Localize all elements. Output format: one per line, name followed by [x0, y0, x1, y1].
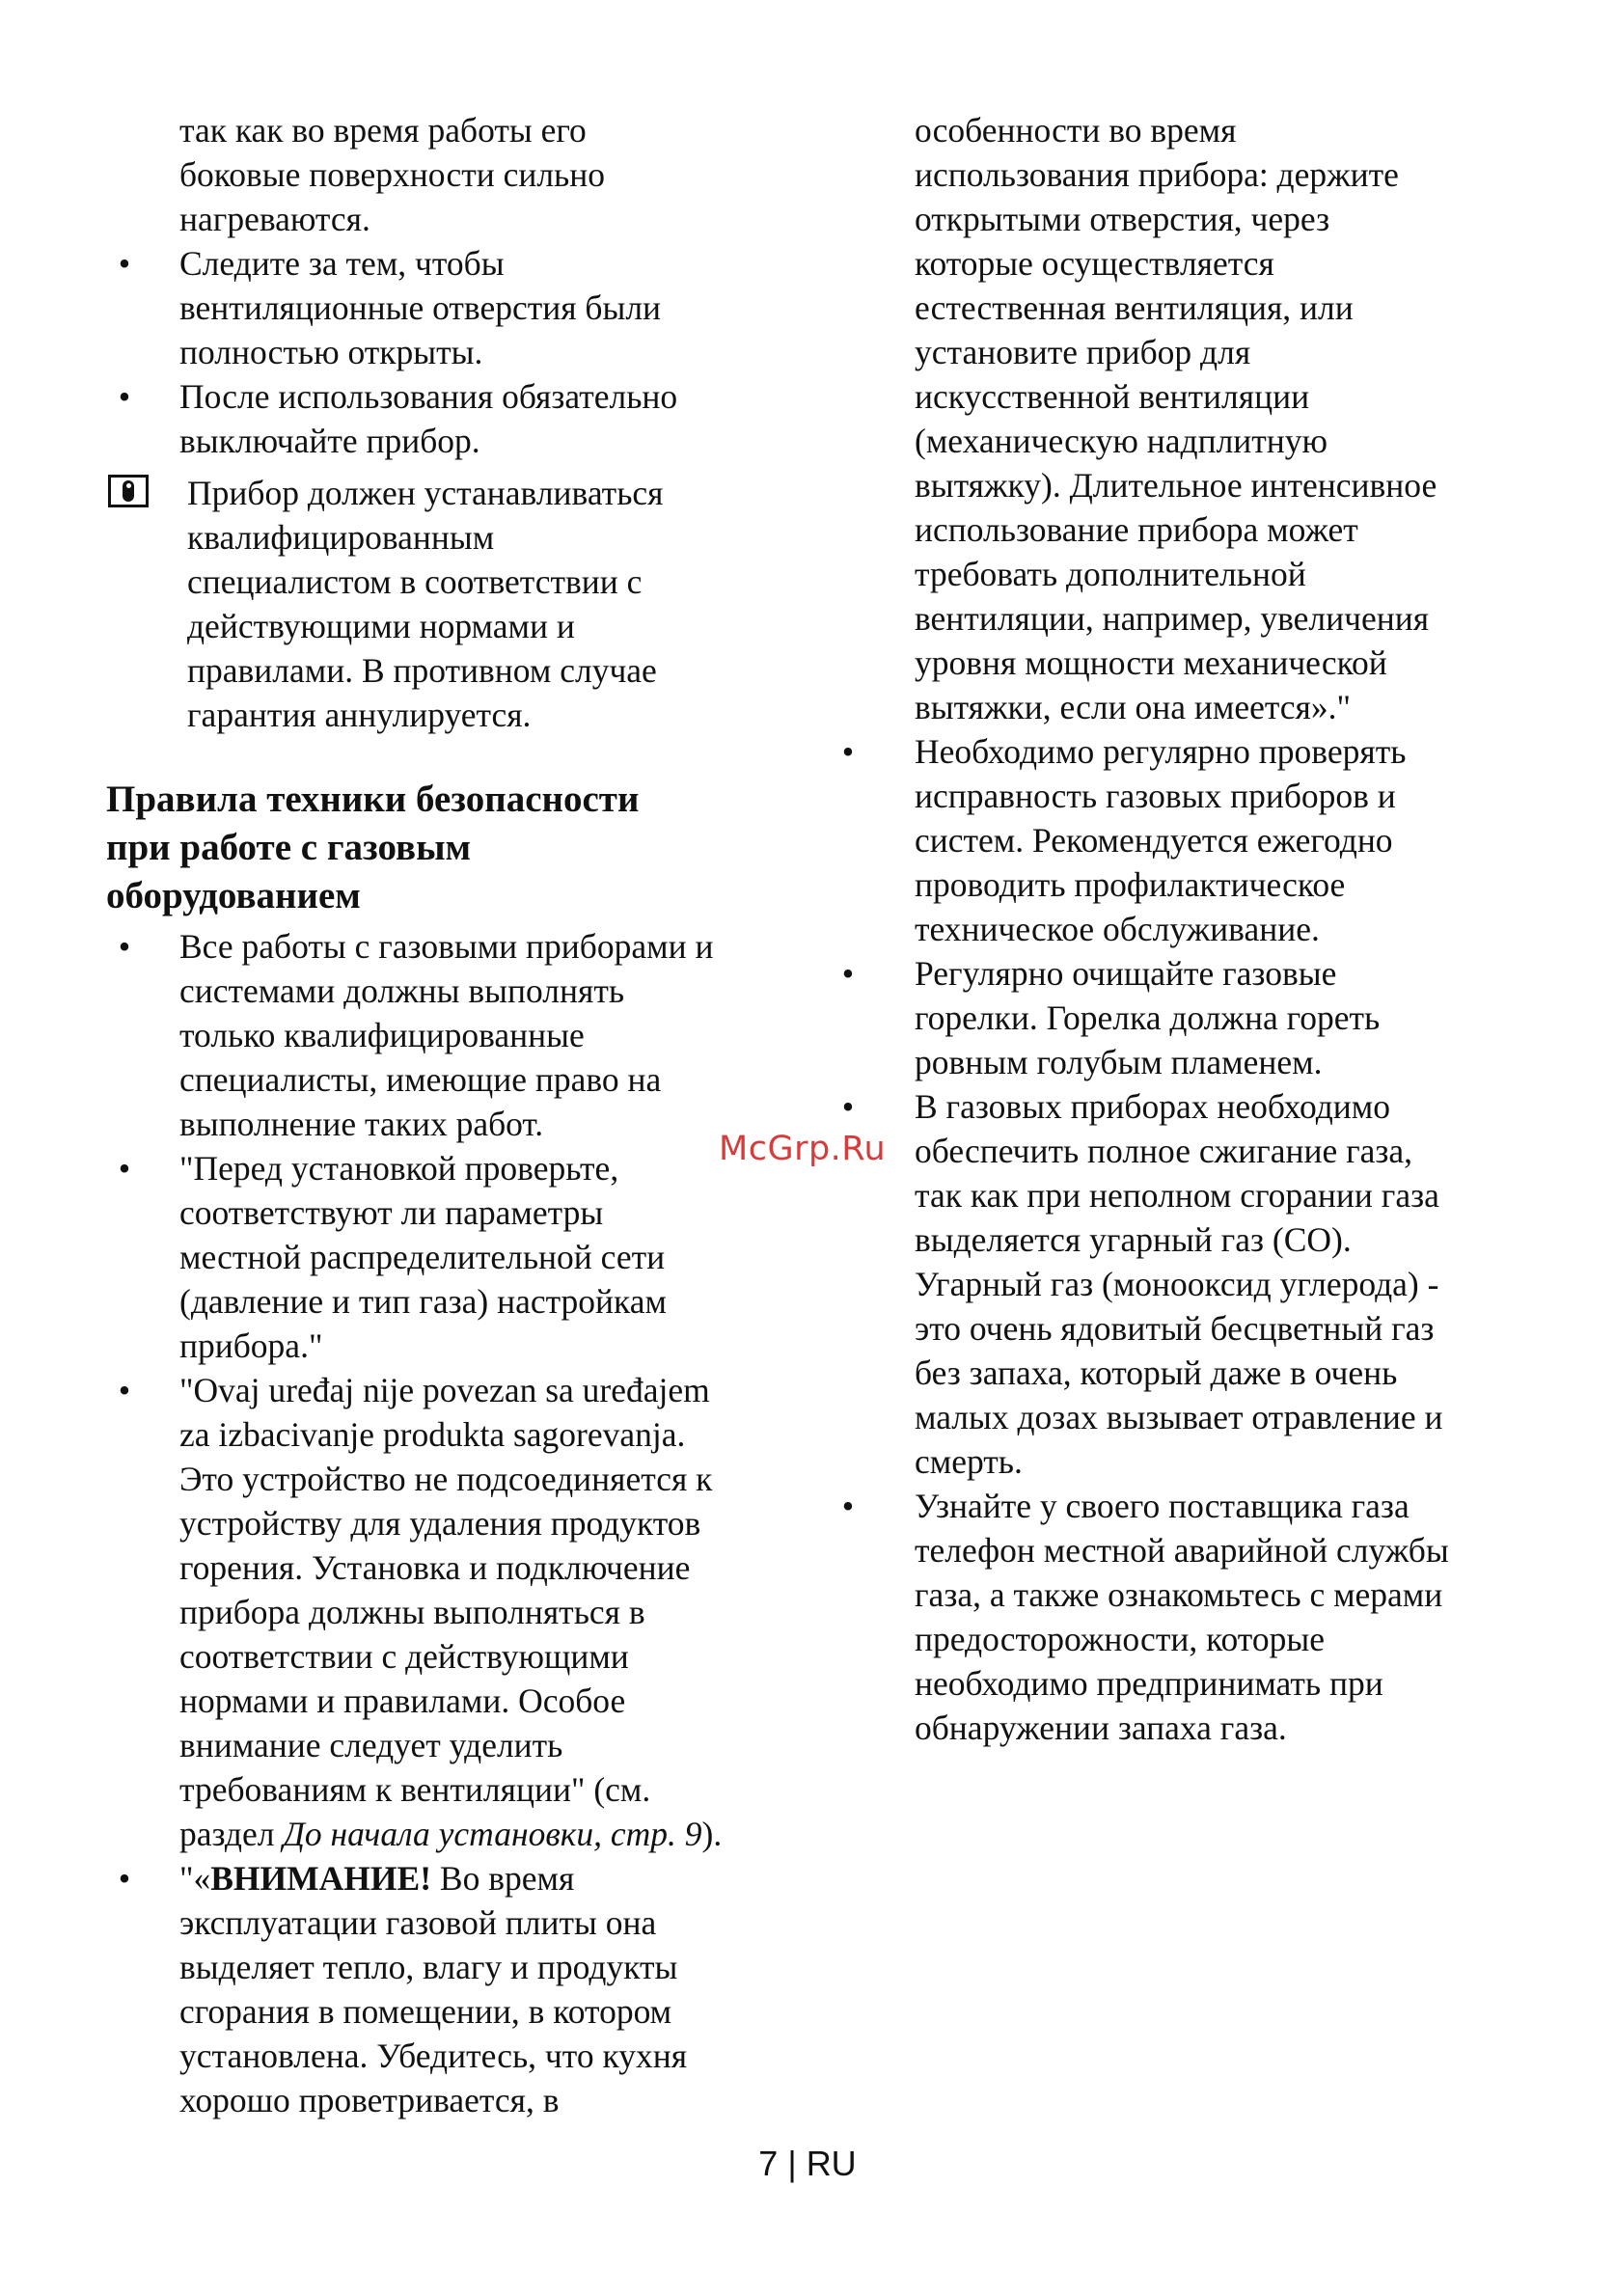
- text-line: требовать дополнительной: [915, 555, 1306, 593]
- reference-suffix: ).: [701, 1815, 723, 1853]
- heading-line: при работе с газовым: [106, 827, 472, 868]
- heading-line: оборудованием: [106, 875, 361, 916]
- text-line: прибора.": [179, 1326, 323, 1365]
- list-item-carbon-monoxide: [830, 1084, 1524, 1484]
- text-line: предосторожности, которые: [915, 1620, 1325, 1658]
- text-line: малых дозах вызывает отравление и: [915, 1398, 1443, 1436]
- text-line: боковые поверхности сильно: [179, 155, 605, 194]
- quote-open: "«: [179, 1859, 211, 1898]
- text-line: так как при неполном сгорании газа: [915, 1176, 1439, 1215]
- text-line: В газовых приборах необходимо: [915, 1087, 1390, 1126]
- text-line: без запаха, который даже в очень: [915, 1353, 1398, 1392]
- text-line: системами должны выполнять: [179, 971, 625, 1010]
- text-line: соответствии с действующими: [179, 1637, 629, 1676]
- text-line: установите прибор для: [915, 333, 1251, 371]
- text-line: Следите за тем, чтобы: [179, 244, 505, 283]
- text-line: так как во время работы его: [179, 111, 587, 150]
- text-line: использование прибора может: [915, 510, 1358, 549]
- text-line: использования прибора: держите: [915, 155, 1399, 194]
- info-icon: [108, 475, 149, 507]
- text-line: вентиляции, например, увеличения: [915, 599, 1430, 638]
- text-line: хорошо проветривается, в: [179, 2081, 560, 2119]
- text-line: которые осуществляется: [915, 244, 1274, 283]
- list-item-ventilation: [106, 241, 801, 374]
- text-line: естественная вентиляция, или: [915, 288, 1354, 327]
- text-line: Прибор должен устанавливаться: [187, 474, 664, 512]
- text-line: только квалифицированные: [179, 1016, 585, 1054]
- text-line: вытяжки, если она имеется».": [915, 688, 1352, 726]
- text-line: обеспечить полное сжигание газа,: [915, 1132, 1413, 1170]
- continued-paragraph: [830, 108, 1524, 729]
- heading-line: Правила техники безопасности: [106, 779, 640, 820]
- page-number: 7: [758, 2144, 779, 2183]
- text-line: вытяжку). Длительное интенсивное: [915, 466, 1437, 505]
- text-line: необходимо предпринимать при: [915, 1664, 1383, 1703]
- bullet-icon: •: [841, 1487, 855, 1525]
- info-note: [106, 471, 801, 737]
- text-line: Это устройство не подсоединяется к: [179, 1460, 713, 1498]
- text-line: местной распределительной сети: [179, 1238, 666, 1276]
- text-line: техническое обслуживание.: [915, 910, 1320, 948]
- language-code: RU: [806, 2144, 857, 2183]
- text-line: гарантия аннулируется.: [187, 696, 532, 734]
- list-item-check-params: [106, 1146, 801, 1368]
- text-line: газа, а также ознакомьтесь с мерами: [915, 1575, 1443, 1614]
- page-footer: [0, 2142, 1615, 2186]
- bullet-icon: •: [118, 244, 131, 283]
- text-line: особенности во время: [915, 111, 1237, 150]
- reference-prefix: раздел: [179, 1815, 284, 1853]
- bullet-icon: •: [841, 732, 855, 771]
- text-line: сгорания в помещении, в котором: [179, 1992, 672, 2031]
- text-line: смерть.: [915, 1442, 1023, 1481]
- text-line: "Ovaj uređaj nije povezan sa uređajem: [179, 1371, 710, 1409]
- text-line: (давление и тип газа) настройкам: [179, 1282, 667, 1321]
- text-line: Все работы с газовыми приборами и: [179, 927, 714, 966]
- text-line: эксплуатации газовой плиты она: [179, 1903, 657, 1942]
- text-line: "Перед установкой проверьте,: [179, 1149, 619, 1188]
- text-line: правилами. В противном случае: [187, 651, 657, 690]
- text-line: (механическую надплитную: [915, 422, 1328, 460]
- bullet-icon: •: [841, 1087, 855, 1126]
- cross-reference: До начала установки, стр. 9: [283, 1815, 702, 1853]
- list-item-qualified: [106, 924, 801, 1146]
- text-line: требованиям к вентиляции" (см.: [179, 1770, 651, 1809]
- list-item-switch-off: [106, 374, 801, 463]
- list-item-clean-burners: [830, 951, 1524, 1084]
- text-line: Необходимо регулярно проверять: [915, 732, 1407, 771]
- list-item-attention: [106, 1856, 801, 2122]
- text-line: специалисты, имеющие право на: [179, 1060, 662, 1099]
- text-line: [179, 1856, 801, 1900]
- list-item-check-regular: [830, 729, 1524, 951]
- text-line: установлена. Убедитесь, что кухня: [179, 2036, 688, 2075]
- text-line: уровня мощности механической: [915, 643, 1387, 682]
- list-item-combustion: [106, 1368, 801, 1856]
- bullet-icon: •: [118, 1149, 131, 1188]
- text-line: внимание следует уделить: [179, 1726, 563, 1764]
- text-line: искусственной вентиляции: [915, 377, 1310, 416]
- text-line: выделяется угарный газ (CO).: [915, 1220, 1352, 1259]
- text-line: прибора должны выполняться в: [179, 1593, 645, 1631]
- bullet-icon: •: [841, 954, 855, 993]
- list-item-emergency: [830, 1484, 1524, 1750]
- text-line: выполнение таких работ.: [179, 1105, 544, 1143]
- text-line: Узнайте у своего поставщика газа: [915, 1487, 1410, 1525]
- text-line: телефон местной аварийной службы: [915, 1531, 1449, 1570]
- section-heading: [106, 776, 801, 920]
- text-line: проводить профилактическое: [915, 865, 1346, 904]
- text-line: соответствуют ли параметры: [179, 1193, 604, 1232]
- footer-separator: |: [787, 2144, 797, 2183]
- right-column: [830, 108, 1524, 1750]
- text-line: ровным голубым пламенем.: [915, 1043, 1323, 1081]
- text-line: После использования обязательно: [179, 377, 678, 416]
- text-line: нормами и правилами. Особое: [179, 1681, 626, 1720]
- text-line: выключайте прибор.: [179, 422, 480, 460]
- continued-paragraph: [106, 108, 801, 241]
- text-line: систем. Рекомендуется ежегодно: [915, 821, 1393, 860]
- text-line: квалифицированным: [187, 518, 495, 557]
- text-line: устройству для удаления продуктов: [179, 1504, 701, 1543]
- watermark-logo: McGrp.Ru: [719, 1130, 887, 1168]
- bullet-icon: •: [118, 1859, 131, 1898]
- bullet-icon: •: [118, 1371, 131, 1409]
- text-line: za izbacivanje produkta sagorevanja.: [179, 1415, 686, 1454]
- text-line: исправность газовых приборов и: [915, 777, 1396, 815]
- attention-label: ВНИМАНИЕ!: [210, 1859, 432, 1898]
- bullet-icon: •: [118, 927, 131, 966]
- left-column: [106, 108, 801, 2122]
- text-line: специалистом в соответствии с: [187, 562, 643, 601]
- text-line: нагреваются.: [179, 200, 370, 238]
- text-line: Регулярно очищайте газовые: [915, 954, 1337, 993]
- bullet-icon: •: [118, 377, 131, 416]
- text-line: горелки. Горелка должна гореть: [915, 998, 1381, 1037]
- text-line: обнаружении запаха газа.: [915, 1708, 1287, 1747]
- text-line: полностью открыты.: [179, 333, 483, 371]
- text-line-reference: [179, 1812, 801, 1856]
- text-line: выделяет тепло, влагу и продукты: [179, 1948, 678, 1986]
- text-line: горения. Установка и подключение: [179, 1548, 691, 1587]
- attention-rest: Во время: [431, 1859, 575, 1898]
- text-line: это очень ядовитый бесцветный газ: [915, 1309, 1435, 1348]
- text-line: Угарный газ (монооксид углерода) -: [915, 1265, 1439, 1303]
- text-line: действующими нормами и: [187, 607, 575, 645]
- text-line: вентиляционные отверстия были: [179, 288, 662, 327]
- text-line: открытыми отверстия, через: [915, 200, 1330, 238]
